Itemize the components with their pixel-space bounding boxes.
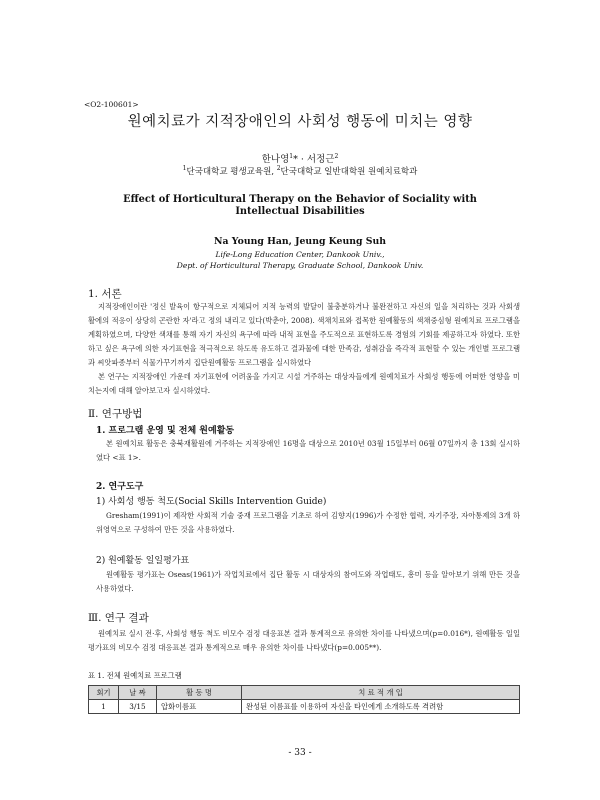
- subsection-2-1-body: [96, 437, 520, 465]
- korean-affiliations: [0, 165, 600, 177]
- korean-title: 원예치료가 지적장애인의 사회성 행동에 미치는 영향: [127, 114, 473, 130]
- section-2-heading: Ⅱ. 연구방법: [88, 408, 143, 420]
- subsection-2-1-heading: 1. 프로그램 운영 및 전체 원예활동: [96, 426, 235, 436]
- cell-session: 1: [89, 700, 119, 714]
- section-1-body: [88, 300, 520, 398]
- author-1-affil-marker: 1: [289, 152, 294, 160]
- english-authors: Na Young Han, Jeung Keung Suh: [214, 236, 386, 247]
- author-separator: ·: [297, 154, 307, 165]
- korean-authors: [0, 151, 600, 165]
- table-row: [89, 700, 520, 714]
- corresponding-author-mark: *: [293, 154, 298, 165]
- tool-1-heading: 1) 사회성 행동 척도(Social Skills Intervention Guide): [96, 497, 327, 507]
- affil-2-text: 단국대학교 일반대학원 원예치료학과: [280, 167, 418, 177]
- section-1-paragraph-2: 본 연구는 지적장애인 가운데 자기표현에 어려움을 가지고 시설 거주하는 대상자들에게 원예치료가 사회성 행동에 어떠한 영향을 미치는지에 대해 알아보고자 실시하였다.: [88, 372, 520, 395]
- tool-1-text: Gresham(1991)이 제작한 사회적 기술 중재 프로그램을 기초로 하여 김향지(1996)가 수정한 협력, 자기주장, 자아통제의 3개 하위영역으로 구성하여 만든 것을 사용하였다.: [96, 511, 520, 534]
- header-date: 날 짜: [119, 686, 157, 700]
- author-2-name: 서정근: [306, 154, 335, 165]
- tool-2-text: 원예활동 평가표는 Oseas(1961)가 작업치료에서 집단 활동 시 대상자의 참여도와 작업태도, 흥미 등을 알아보기 위해 만든 것을 사용하였다.: [96, 570, 520, 593]
- section-3-body: [88, 627, 520, 655]
- program-table: [88, 685, 520, 714]
- cell-activity: 압화이름표: [157, 700, 242, 714]
- tool-2-heading: 2) 원예활동 일일평가표: [96, 556, 190, 566]
- tool-1-body: [96, 509, 520, 537]
- abstract-code: <O2-100601>: [84, 100, 139, 109]
- section-3-text: 원예치료 실시 전·후, 사회성 행동 척도 비모수 검정 대응표본 결과 통계적으로 유의한 차이를 나타냈으며(p=0.016*), 원예활동 일일평가표의 비모수 검정 대응표본 결과 통계적으로 매우 유의한 차이를 나타냈다(p=0.005**).: [88, 629, 520, 652]
- cell-date: 3/15: [119, 700, 157, 714]
- table-header-row: [89, 686, 520, 700]
- affil-1-marker: 1: [182, 165, 187, 173]
- header-session: 회기: [89, 686, 119, 700]
- subsection-2-2-heading: 2. 연구도구: [96, 482, 144, 492]
- header-intervention: 치 료 적 개 입: [242, 686, 520, 700]
- page-number: - 33 -: [288, 748, 312, 758]
- affil-2-marker: 2: [276, 165, 281, 173]
- table-caption: 표 1. 전체 원예치료 프로그램: [88, 671, 182, 680]
- subsection-2-1-text: 본 원예치료 활동은 충북재활원에 거주하는 지적장애인 16명을 대상으로 2010년 03월 15일부터 06월 07일까지 총 13회 실시하였다 <표 1>.: [96, 439, 520, 462]
- english-title: Effect of Horticultural Therapy on the Behavior of Sociality with Intellectual Disabilities: [123, 194, 477, 217]
- tool-2-body: [96, 568, 520, 596]
- author-2-affil-marker: 2: [334, 152, 339, 160]
- section-1-paragraph-1: 지적장애인이란 '정신 발육이 항구적으로 지체되어 지적 능력의 발달이 불충분하거나 불완전하고 자신의 일을 처리하는 것과 사회생활에의 적응이 상당히 곤란한 자'라고 정의 내리고 있다(박춘아, 2008). 색채치료와 접목한 원예활동의 색채중심형 원예치료 프로그램을 계획하였으며, 다양한 색채를 통해 자기 자신의 욕구에 따라 내적 표현을 주도적으로 표현하도록 경험의 기회를 제공하고자 하였다. 또한 하고 싶은 욕구에 의한 자기표현을 적극적으로 하도록 유도하고 결과물에 대한 만족감, 성취감을 즉각적 표현할 수 있는 개인별 프로그램과 씨앗파종부터 식물가꾸기까지 집단원예활동 프로그램을 실시하였다: [88, 302, 520, 367]
- affil-1-text: 단국대학교 평생교육원,: [186, 167, 277, 177]
- english-affiliation-1: Life-Long Education Center, Dankook Univ.,: [215, 250, 385, 259]
- english-affiliation-2: Dept. of Horticultural Therapy, Graduate School, Dankook Univ.: [176, 261, 424, 270]
- header-activity: 활 동 명: [157, 686, 242, 700]
- author-1-name: 한나영: [261, 154, 290, 165]
- section-1-heading: 1. 서론: [88, 288, 122, 300]
- cell-intervention: 완성된 이름표를 이용하여 자신을 타인에게 소개하도록 격려함: [242, 700, 520, 714]
- section-3-heading: Ⅲ. 연구 결과: [88, 612, 149, 624]
